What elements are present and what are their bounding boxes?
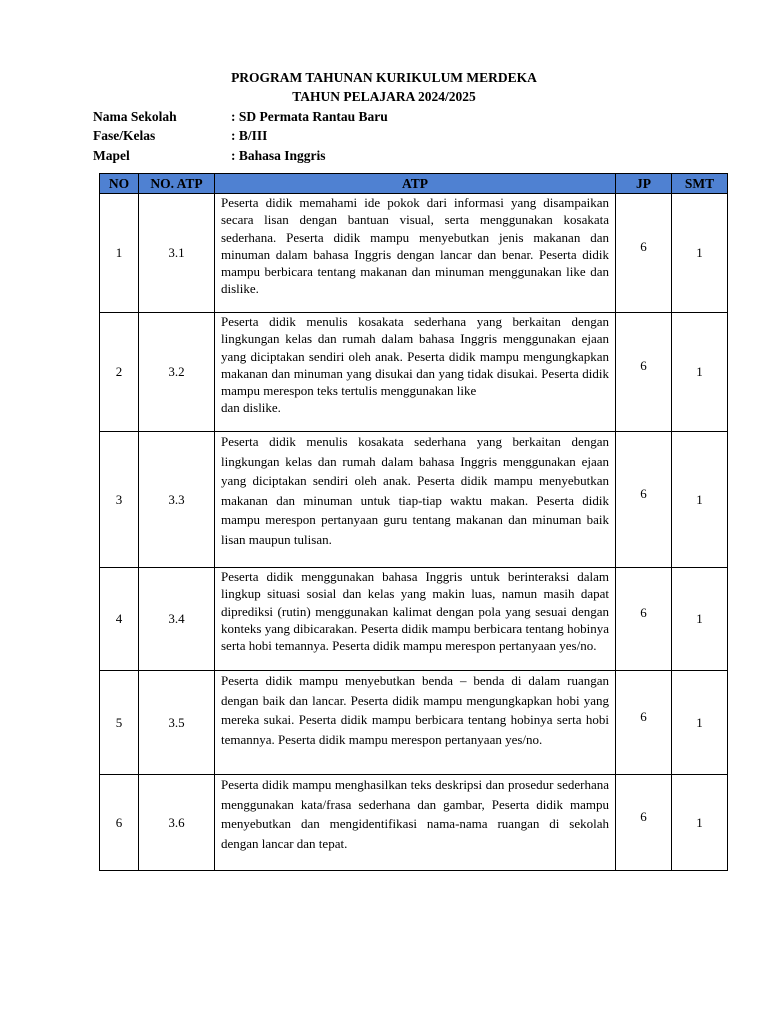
subject-row xyxy=(93,146,326,165)
jp-value: 6 xyxy=(616,194,672,313)
table-row xyxy=(100,194,728,313)
table-row xyxy=(100,568,728,671)
academic-year-title: TAHUN PELAJARA 2024/2025 xyxy=(292,89,476,104)
atp-number: 3.1 xyxy=(139,194,215,313)
row-number: 1 xyxy=(100,194,139,313)
column-header-no: NO xyxy=(100,174,139,194)
school-name-label: Nama Sekolah xyxy=(93,109,177,124)
school-name-value: : SD Permata Rantau Baru xyxy=(231,109,388,124)
atp-number: 3.2 xyxy=(139,313,215,432)
atp-description: Peserta didik memahami ide pokok dari informasi yang disampaikan secara lisan dengan bantuan visual, serta menggunakan kosakata sederhana. Peserta didik mampu menyebutkan jenis makanan dan minuman dalam bahasa Inggris dengan lancar dan benar. Peserta didik mampu berbicara tentang makanan dan minuman menggunakan like dan dislike. xyxy=(215,194,616,313)
atp-description: Peserta didik mampu menyebutkan benda – benda di dalam ruangan dengan baik dan lancar. Peserta didik mampu mengungkapkan hobi yang mereka sukai. Peserta didik mampu berbicara tentang hobinya serta hobi temannya. Peserta didik mampu merespon pertanyaan yes/no. xyxy=(215,671,616,775)
table-row xyxy=(100,313,728,432)
jp-value: 6 xyxy=(616,671,672,775)
row-number: 5 xyxy=(100,671,139,775)
atp-description: Peserta didik menulis kosakata sederhana yang berkaitan dengan lingkungan kelas dan rumah dalam bahasa Inggris menggunakan ejaan yang diciptakan sendiri oleh anak. Peserta didik mampu mengungkapkan makanan dan minuman yang disukai dan yang tidak disukai. Peserta didik mampu merespon teks tertulis menggunakan like dan dislike. xyxy=(215,313,616,432)
semester-value: 1 xyxy=(672,432,728,568)
document-title: PROGRAM TAHUNAN KURIKULUM MERDEKA xyxy=(231,70,537,85)
semester-value: 1 xyxy=(672,313,728,432)
column-header-atp-no: NO. ATP xyxy=(139,174,215,194)
jp-value: 6 xyxy=(616,432,672,568)
row-number: 2 xyxy=(100,313,139,432)
semester-value: 1 xyxy=(672,568,728,671)
jp-value: 6 xyxy=(616,313,672,432)
row-number: 4 xyxy=(100,568,139,671)
atp-number: 3.5 xyxy=(139,671,215,775)
atp-description: Peserta didik menggunakan bahasa Inggris untuk berinteraksi dalam lingkup situasi sosial dan kelas yang makin luas, namun masih dapat diprediksi (rutin) menggunakan kalimat dengan pola yang sesuai dengan konteks yang dibicarakan. Peserta didik mampu berbicara tentang hobinya serta hobi temannya. Peserta didik mampu merespon pertanyaan yes/no. xyxy=(215,568,616,671)
class-value: : B/III xyxy=(231,128,268,143)
semester-value: 1 xyxy=(672,671,728,775)
atp-number: 3.3 xyxy=(139,432,215,568)
class-label: Fase/Kelas xyxy=(93,128,156,143)
school-name-row xyxy=(93,107,388,126)
atp-table xyxy=(99,173,728,871)
jp-value: 6 xyxy=(616,775,672,871)
atp-description: Peserta didik menulis kosakata sederhana yang berkaitan dengan lingkungan kelas dan rumah dalam bahasa Inggris menggunakan ejaan yang diciptakan sendiri oleh anak. Peserta didik mampu menyebutkan makanan dan minuman untuk tiap-tiap waktu makan. Peserta didik mampu merespon pertanyaan guru tentang makanan dan minuman baik lisan maupun tulisan. xyxy=(215,432,616,568)
table-row xyxy=(100,775,728,871)
column-header-atp: ATP xyxy=(215,174,616,194)
atp-number: 3.6 xyxy=(139,775,215,871)
table-row xyxy=(100,432,728,568)
atp-number: 3.4 xyxy=(139,568,215,671)
table-row xyxy=(100,671,728,775)
table-header-row xyxy=(100,174,728,194)
column-header-smt: SMT xyxy=(672,174,728,194)
atp-description: Peserta didik mampu menghasilkan teks deskripsi dan prosedur sederhana menggunakan kata/frasa sederhana dan gambar, Peserta didik mampu menyebutkan dan mengidentifikasi nama-nama ruangan di sekolah dengan lancar dan tepat. xyxy=(215,775,616,871)
jp-value: 6 xyxy=(616,568,672,671)
column-header-jp: JP xyxy=(616,174,672,194)
semester-value: 1 xyxy=(672,775,728,871)
row-number: 3 xyxy=(100,432,139,568)
row-number: 6 xyxy=(100,775,139,871)
class-row xyxy=(93,126,267,145)
subject-value: : Bahasa Inggris xyxy=(231,148,326,163)
semester-value: 1 xyxy=(672,194,728,313)
subject-label: Mapel xyxy=(93,148,130,163)
